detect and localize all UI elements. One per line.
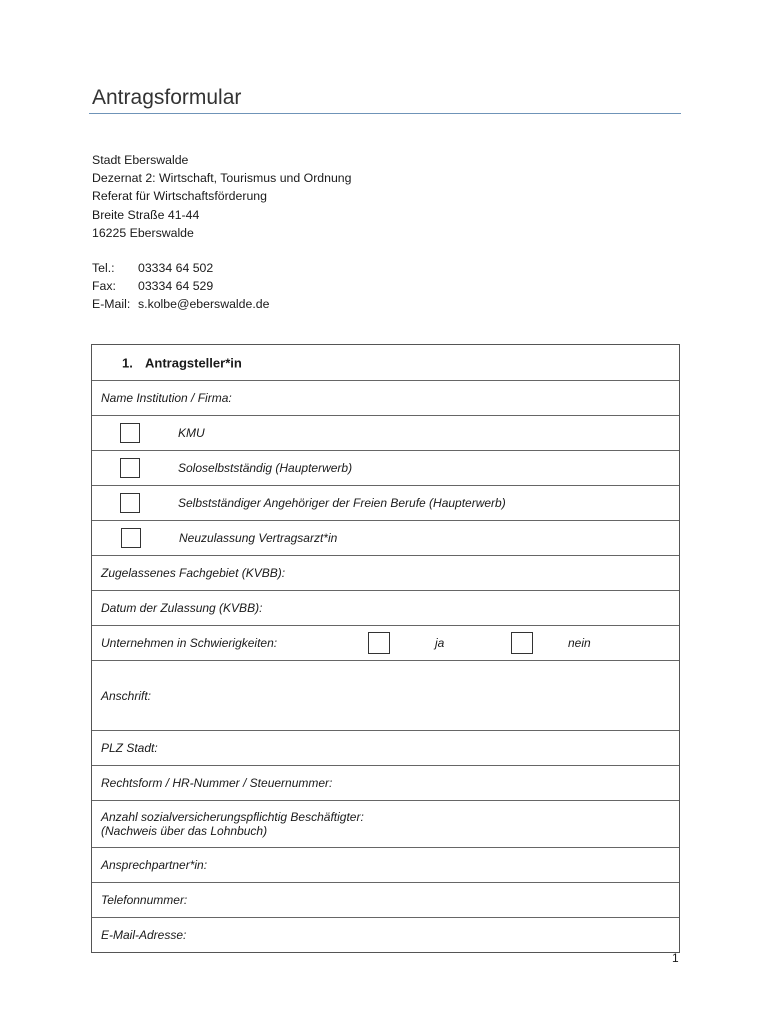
option-label: KMU (178, 426, 205, 440)
checkbox-soloselbststaendig[interactable] (120, 458, 140, 478)
address-line: Dezernat 2: Wirtschaft, Tourismus und Ordnung (92, 171, 352, 186)
plz-stadt-field[interactable] (92, 730, 679, 765)
title-divider (89, 113, 681, 114)
checkbox-ja[interactable] (368, 632, 390, 654)
ja-label: ja (435, 636, 445, 650)
contact-row-tel (92, 259, 269, 277)
email-label: E-Mail-Adresse: (101, 928, 187, 942)
section-number: 1. (122, 355, 133, 370)
beschaeftigte-field[interactable] (92, 800, 679, 847)
document-title: Antragsformular (92, 86, 242, 109)
name-institution-label: Name Institution / Firma: (101, 391, 232, 405)
fachgebiet-field[interactable] (92, 555, 679, 590)
name-institution-field[interactable] (92, 380, 679, 415)
beschaeftigte-label (101, 810, 364, 838)
address-line: Breite Straße 41-44 (92, 207, 200, 222)
checkbox-kmu[interactable] (120, 423, 140, 443)
checkbox-freie-berufe[interactable] (120, 493, 140, 513)
contact-value: 03334 64 529 (138, 279, 214, 294)
telefon-field[interactable] (92, 882, 679, 917)
contact-label: Fax: (92, 279, 116, 294)
address-line: Stadt Eberswalde (92, 153, 189, 167)
ansprechpartner-label: Ansprechpartner*in: (101, 858, 208, 872)
schwierigkeiten-label: Unternehmen in Schwierigkeiten: (101, 636, 278, 650)
nein-label: nein (568, 636, 591, 650)
contact-row-email (92, 295, 269, 313)
telefon-label: Telefonnummer: (101, 893, 188, 907)
option-label: Neuzulassung Vertragsarzt*in (179, 531, 338, 545)
option-label: Selbstständiger Angehöriger der Freien Berufe (Haupterwerb) (178, 496, 506, 510)
fachgebiet-label: Zugelassenes Fachgebiet (KVBB): (101, 566, 286, 580)
option-row-soloselbststaendig (92, 450, 679, 485)
rechtsform-field[interactable] (92, 765, 679, 800)
contact-block (92, 259, 269, 314)
contact-label: E-Mail: (92, 297, 131, 312)
option-label: Soloselbstständig (Haupterwerb) (178, 461, 353, 475)
contact-value: 03334 64 502 (138, 261, 214, 275)
section-header (92, 345, 679, 380)
email-field[interactable] (92, 917, 679, 952)
contact-value: s.kolbe@eberswalde.de (138, 297, 270, 312)
contact-label: Tel.: (92, 261, 115, 275)
address-line: 16225 Eberswalde (92, 225, 194, 240)
address-line: Referat für Wirtschaftsförderung (92, 189, 267, 204)
zulassung-label: Datum der Zulassung (KVBB): (101, 601, 263, 615)
anschrift-field[interactable] (92, 660, 679, 730)
contact-row-fax (92, 277, 269, 295)
beschaeftigte-label-line1: Anzahl sozialversicherungspflichtig Beschäftigter: (101, 810, 364, 824)
address-block (92, 151, 352, 242)
ansprechpartner-field[interactable] (92, 847, 679, 882)
checkbox-nein[interactable] (511, 632, 533, 654)
plz-label: PLZ Stadt: (101, 741, 158, 755)
schwierigkeiten-row (92, 625, 679, 660)
option-row-kmu (92, 415, 679, 450)
option-row-freie-berufe (92, 485, 679, 520)
rechtsform-label: Rechtsform / HR-Nummer / Steuernummer: (101, 776, 333, 790)
page-number: 1 (672, 951, 679, 965)
option-row-vertragsarzt (92, 520, 679, 555)
zulassung-date-field[interactable] (92, 590, 679, 625)
section-title: Antragsteller*in (145, 355, 242, 370)
checkbox-vertragsarzt[interactable] (121, 528, 141, 548)
beschaeftigte-label-line2: (Nachweis über das Lohnbuch) (101, 824, 268, 838)
applicant-form-table (91, 344, 680, 953)
anschrift-label: Anschrift: (101, 688, 152, 703)
